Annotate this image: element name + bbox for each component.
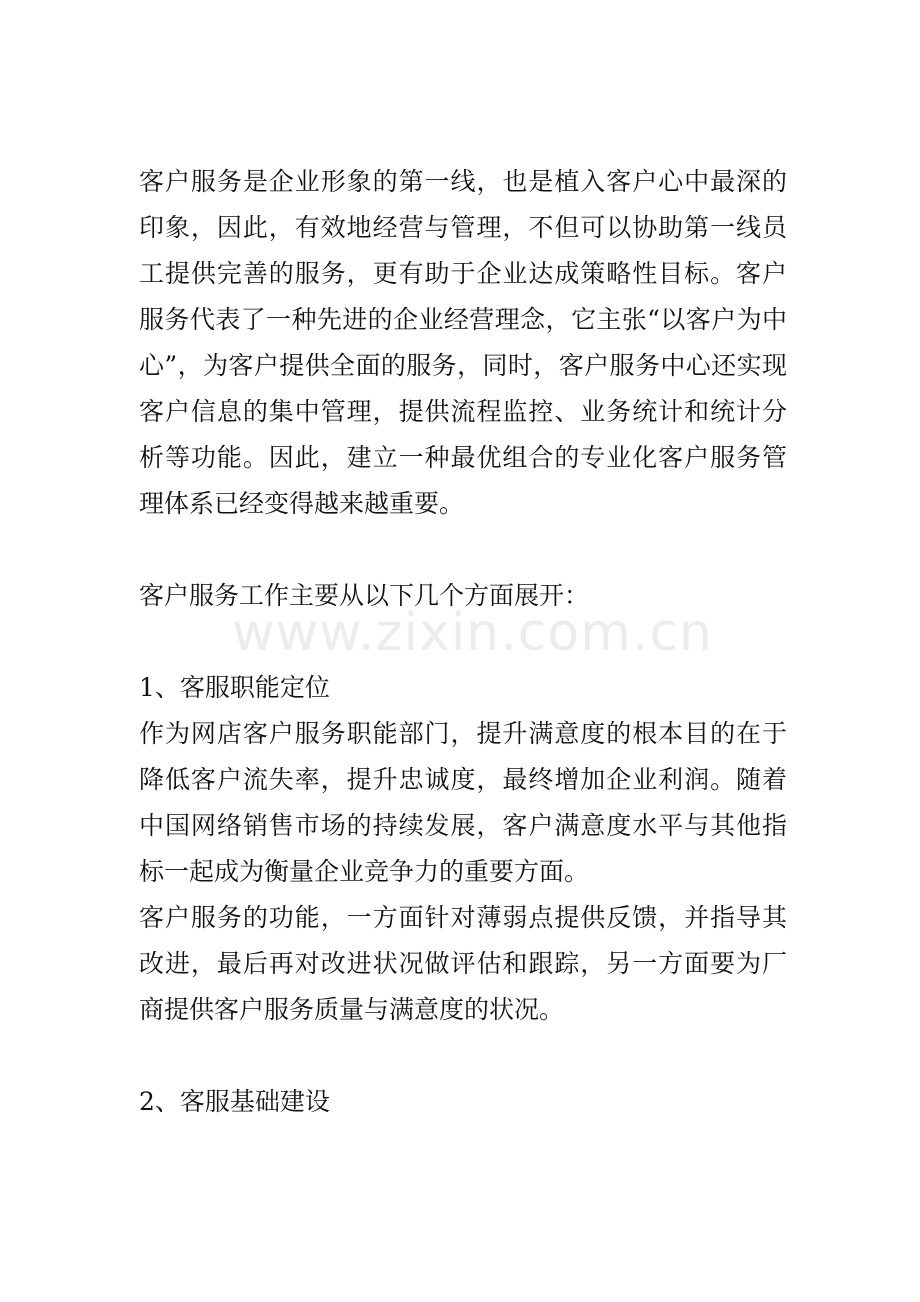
section-1-paragraph-1: 作为网店客户服务职能部门，提升满意度的根本目的在于降低客户流失率，提升忠诚度，最终增加企业利润。随着中国网络销售市场的持续发展，客户满意度水平与其他指标一起成为衡量企业竞争力的重要方面。 [139, 719, 787, 886]
watermark: www.zixin.com.cn [232, 603, 713, 663]
section-1-heading: 1、客服职能定位 [139, 673, 330, 702]
paragraph-gap [139, 527, 787, 573]
section-1-paragraph-2: 客户服务的功能，一方面针对薄弱点提供反馈，并指导其改进，最后再对改进状况做评估和跟踪，另一方面要为厂商提供客户服务质量与满意度的状况。 [139, 903, 787, 1024]
document-body [139, 159, 787, 1125]
paragraph-gap [139, 619, 787, 665]
paragraph-gap [139, 1033, 787, 1079]
intro-paragraph: 客户服务是企业形象的第一线，也是植入客户心中最深的印象，因此，有效地经营与管理，不但可以协助第一线员工提供完善的服务，更有助于企业达成策略性目标。客户服务代表了一种先进的企业经营理念，它主张“以客户为中心”，为客户提供全面的服务，同时，客户服务中心还实现客户信息的集中管理，提供流程监控、业务统计和统计分析等功能。因此，建立一种最优组合的专业化客户服务管理体系已经变得越来越重要。 [139, 167, 787, 518]
overview-line: 客户服务工作主要从以下几个方面展开： [139, 581, 590, 610]
section-2-heading: 2、客服基础建设 [139, 1087, 330, 1116]
